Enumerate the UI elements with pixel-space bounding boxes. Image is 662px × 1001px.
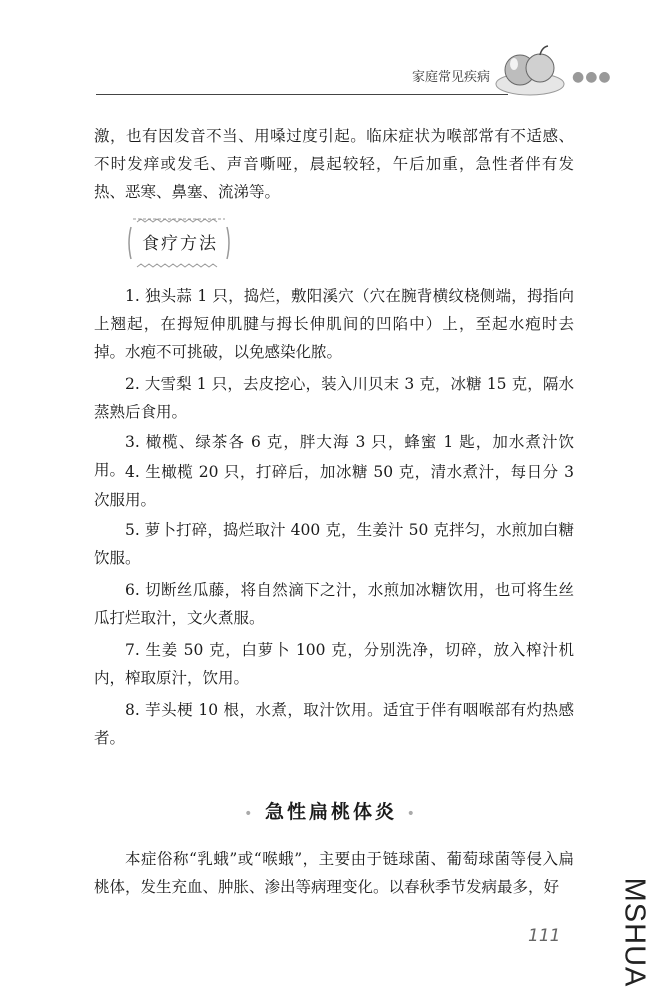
recipe-heading: 食疗方法 (142, 234, 218, 254)
header-dots: ●●● (572, 69, 612, 85)
header-rule (96, 94, 508, 95)
recipe-item: 6. 切断丝瓜藤，将自然滴下之汁，水煎加冰糖饮用，也可将生丝瓜打烂取汁，文火煮服。 (94, 581, 574, 627)
recipe-item: 3. 橄榄、绿茶各 6 克，胖大海 3 只，蜂蜜 1 匙，加水煮汁饮用。 (94, 433, 574, 479)
recipe-item: 5. 萝卜打碎，捣烂取汁 400 克，生姜汁 50 克拌匀，水煎加白糖饮服。 (94, 521, 574, 567)
section-paragraph: 本症俗称“乳蛾”或“喉蛾”，主要由于链球菌、葡萄球菌等侵入扁桃体，发生充血、肿胀、渗出等病理变化。以春秋季节发病最多，好 (94, 850, 574, 896)
watermark (606, 864, 662, 1001)
recipe-item: 8. 芋头梗 10 根，水煮，取汁饮用。适宜于伴有咽喉部有灼热感者。 (94, 701, 574, 747)
apple-bowl-icon (494, 40, 566, 98)
recipe-item: 7. 生姜 50 克，白萝卜 100 克，分别洗净，切碎，放入榨汁机内，榨取原汁，饮用。 (94, 641, 574, 687)
recipe-item: 1. 独头蒜 1 只，捣烂，敷阳溪穴（穴在腕背横纹桡侧端，拇指向上翘起，在拇短伸肌腱与拇长伸肌间的凹陷中）上，至起水疱时去掉。水疱不可挑破，以免感染化脓。 (94, 287, 574, 361)
watermark-text: MSHUA (618, 877, 651, 988)
recipe-item: 4. 生橄榄 20 只，打碎后，加冰糖 50 克，清水煮汁，每日分 3 次服用。 (94, 463, 574, 509)
section-title: 急性扁桃体炎 (264, 801, 397, 823)
section-bullet-left: • (244, 806, 256, 822)
recipe-item: 2. 大雪梨 1 只，去皮挖心，装入川贝末 3 克，冰糖 15 克，隔水蒸熟后食用。 (94, 375, 574, 421)
running-header-title: 家庭常见疾病 (412, 70, 491, 85)
page-number: 111 (528, 926, 561, 946)
intro-paragraph: 激，也有因发音不当、用嗓过度引起。临床症状为喉部常有不适感、不时发痒或发毛、声音嘶哑，晨起较轻，午后加重，急性者伴有发热、恶寒、鼻塞、流涕等。 (94, 127, 574, 201)
section-title-row (0, 797, 662, 824)
section-bullet-right: • (406, 806, 418, 822)
